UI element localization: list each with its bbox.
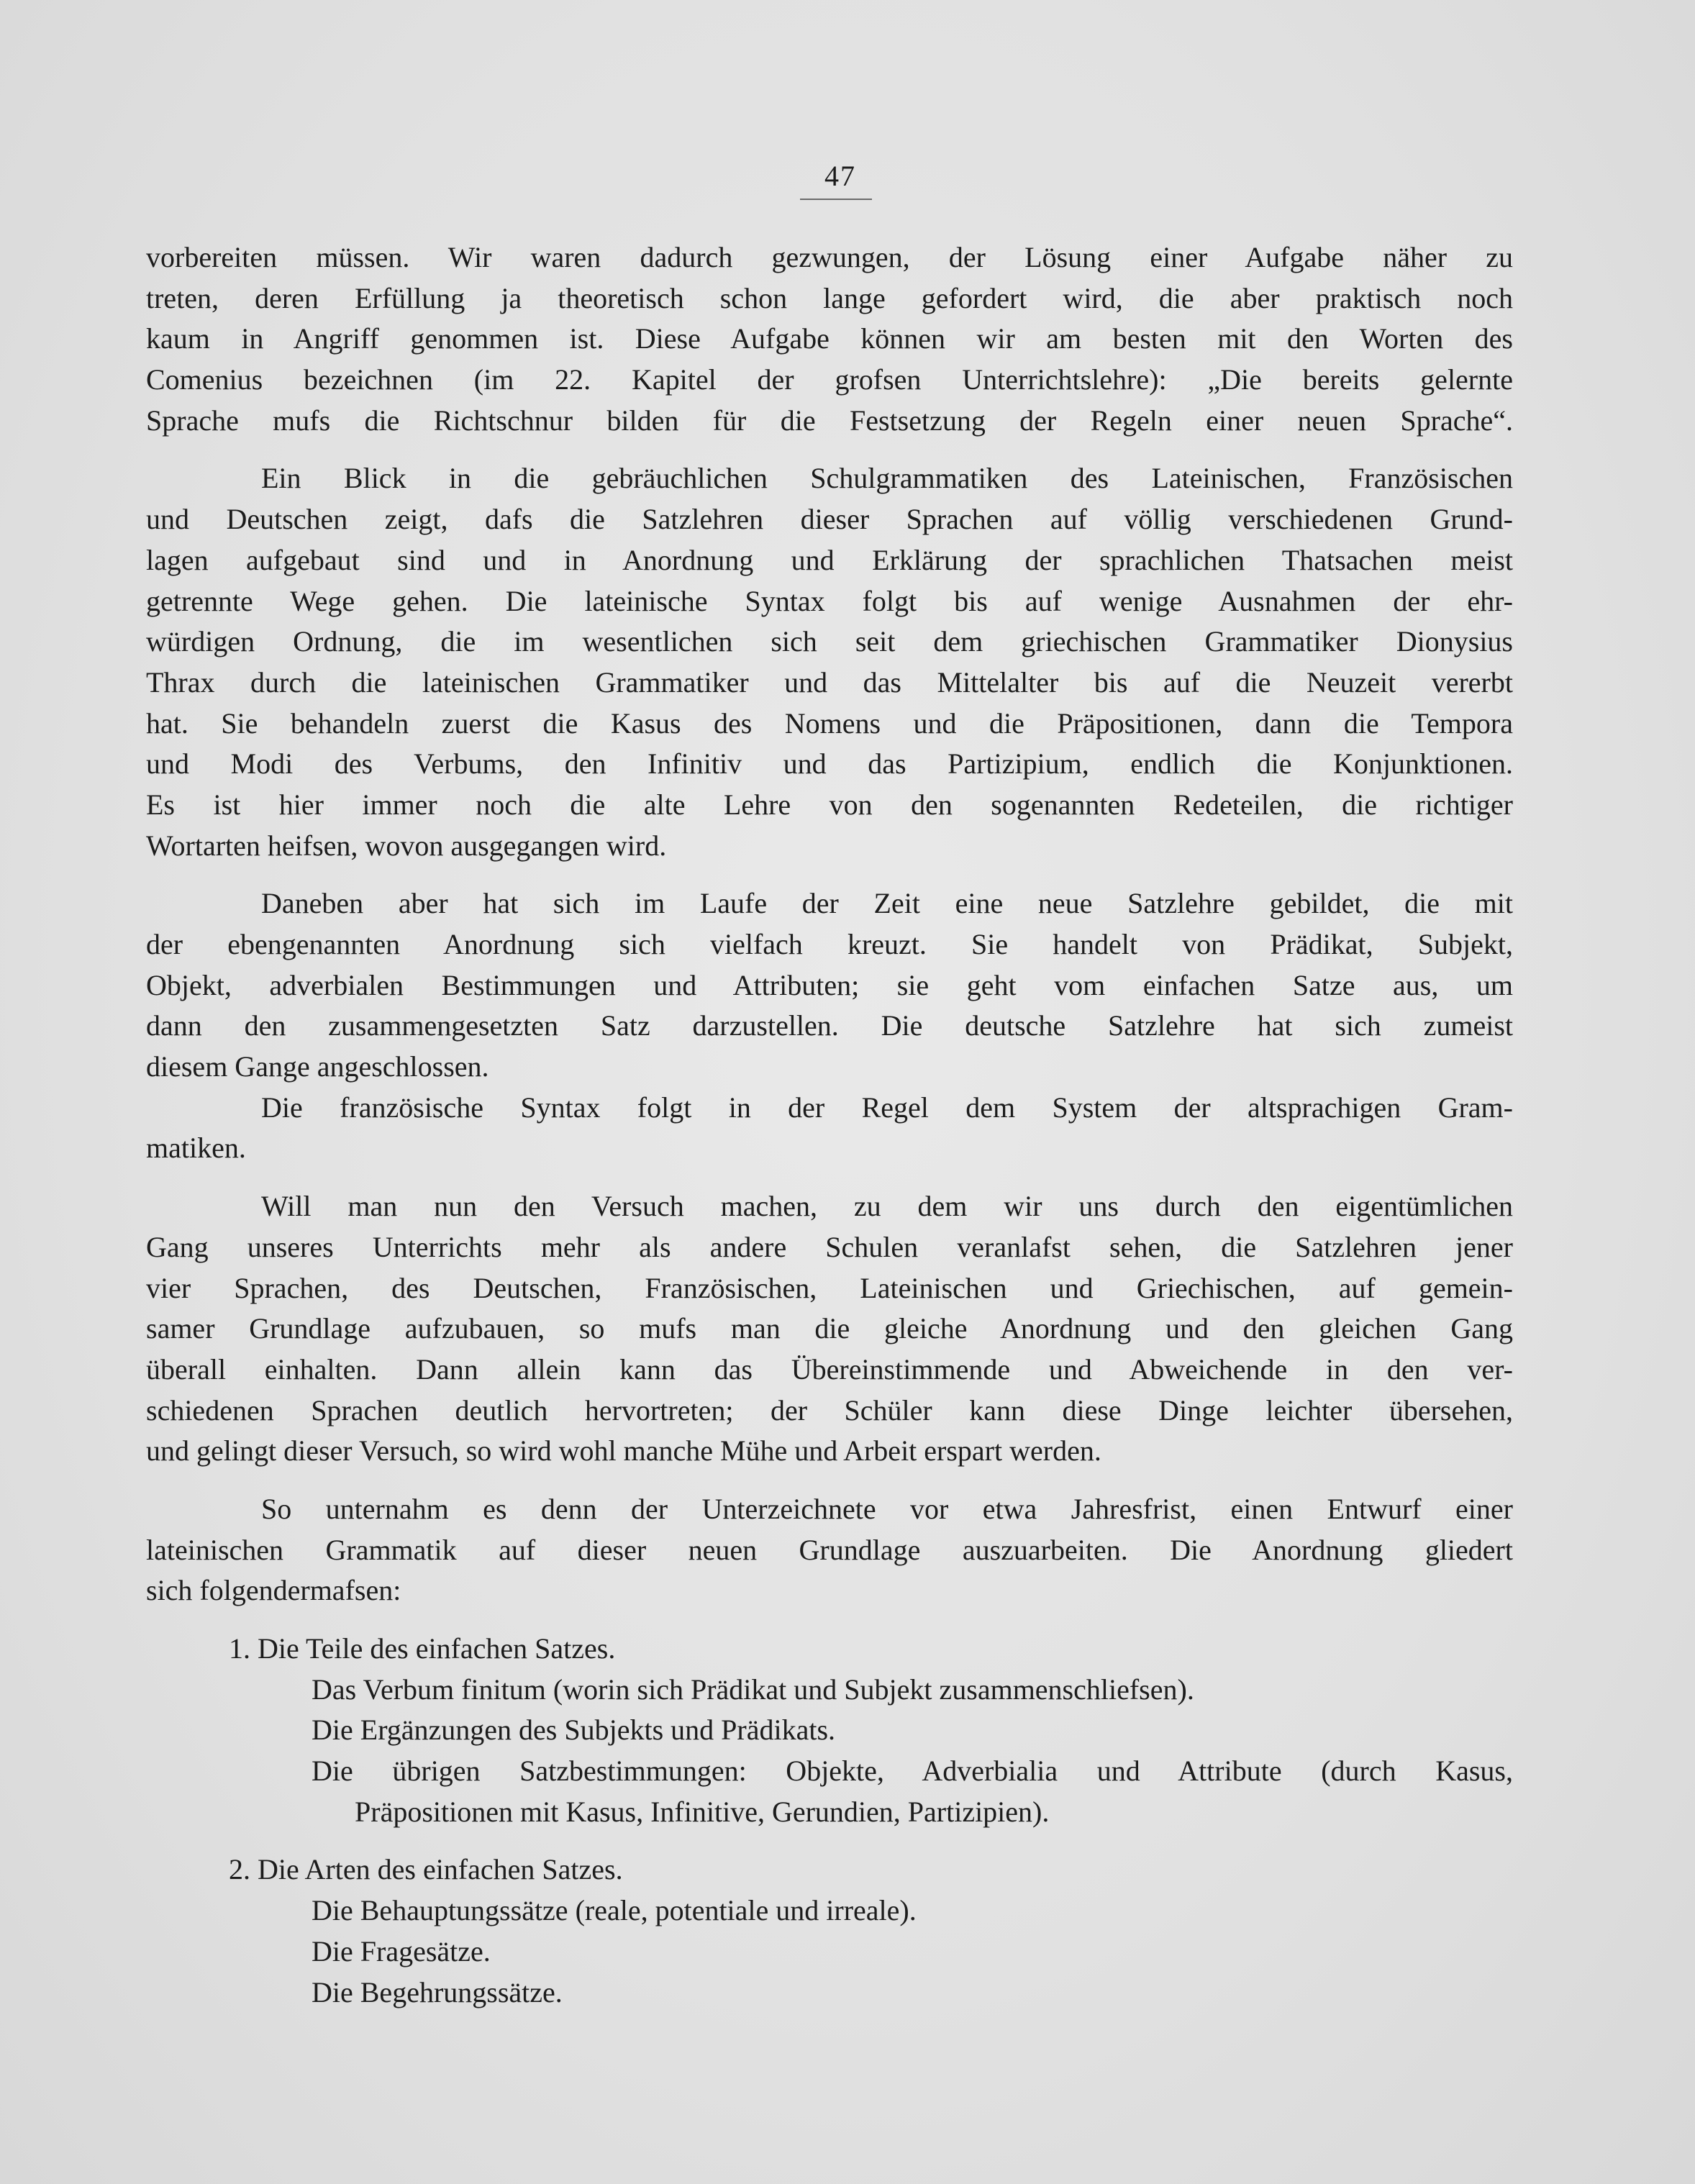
text-line: Comenius bezeichnen (im 22. Kapitel der grofsen Unterrichtslehre): „Die bereits gelernte bbox=[146, 363, 1513, 396]
text-line: überall einhalten. Dann allein kann das Übereinstimmende und Abweichende in den ver- bbox=[146, 1352, 1513, 1386]
text-line: und gelingt dieser Versuch, so wird wohl manche Mühe und Arbeit erspart werden. bbox=[146, 1434, 1101, 1468]
text-line: Die französische Syntax folgt in der Regel dem System der altsprachigen Gram- bbox=[261, 1091, 1513, 1124]
text-line: und Modi des Verbums, den Infinitiv und das Partizipium, endlich die Konjunktionen. bbox=[146, 747, 1513, 781]
text-line: sich folgendermafsen: bbox=[146, 1574, 401, 1607]
outline-section bbox=[146, 1849, 1513, 2013]
text-line: So unternahm es denn der Unterzeichnete vor etwa Jahresfrist, einen Entwurf einer bbox=[261, 1492, 1513, 1525]
outline-item: Die Ergänzungen des Subjekts und Prädikats. bbox=[312, 1714, 836, 1747]
text-line: matiken. bbox=[146, 1132, 246, 1165]
text-line: Es ist hier immer noch die alte Lehre von den sogenannten Redeteilen, die richtiger bbox=[146, 788, 1513, 821]
text-line: treten, deren Erfüllung ja theoretisch schon lange gefordert wird, die aber praktisch noch bbox=[146, 281, 1513, 314]
text-line: würdigen Ordnung, die im wesentlichen sich seit dem griechischen Grammatiker Dionysius bbox=[146, 625, 1513, 658]
paragraph bbox=[146, 1186, 1513, 1472]
outline-heading: 1. Die Teile des einfachen Satzes. bbox=[229, 1632, 616, 1665]
paragraph bbox=[146, 237, 1513, 441]
text-line: getrennte Wege gehen. Die lateinische Syntax folgt bis auf wenige Ausnahmen der ehr- bbox=[146, 584, 1513, 617]
text-line: Sprache mufs die Richtschnur bilden für die Festsetzung der Regeln einer neuen Sprache“. bbox=[146, 404, 1513, 437]
body-text bbox=[146, 237, 1513, 2013]
paragraph bbox=[146, 1088, 1513, 1169]
text-line: Daneben aber hat sich im Laufe der Zeit eine neue Satzlehre gebildet, die mit bbox=[261, 887, 1513, 920]
text-line: Thrax durch die lateinischen Grammatiker und das Mittelalter bis auf die Neuzeit vererbt bbox=[146, 665, 1513, 699]
page-number: 47 bbox=[824, 160, 856, 192]
outline-item: Die Begehrungssätze. bbox=[312, 1975, 563, 2008]
text-line: hat. Sie behandeln zuerst die Kasus des Nomens und die Präpositionen, dann die Tempora bbox=[146, 706, 1513, 740]
text-line: und Deutschen zeigt, dafs die Satzlehren dieser Sprachen auf völlig verschiedenen Grund- bbox=[146, 503, 1513, 536]
outline-item: Die übrigen Satzbestimmungen: Objekte, Adverbialia und Attribute (durch Kasus, bbox=[312, 1755, 1513, 1788]
text-line: diesem Gange angeschlossen. bbox=[146, 1050, 489, 1083]
paragraph bbox=[146, 883, 1513, 1087]
outline-heading: 2. Die Arten des einfachen Satzes. bbox=[229, 1853, 623, 1886]
text-line: lateinischen Grammatik auf dieser neuen Grundlage auszuarbeiten. Die Anordnung gliedert bbox=[146, 1533, 1513, 1566]
text-line: vorbereiten müssen. Wir waren dadurch gezwungen, der Lösung einer Aufgabe näher zu bbox=[146, 241, 1513, 273]
text-line: Objekt, adverbialen Bestimmungen und Attributen; sie geht vom einfachen Satze aus, um bbox=[146, 968, 1513, 1001]
page-number-rule bbox=[800, 199, 872, 200]
text-line: vier Sprachen, des Deutschen, Französischen, Lateinischen und Griechischen, auf gemein- bbox=[146, 1271, 1513, 1304]
outline-section bbox=[146, 1629, 1513, 1832]
outline-item-continuation: Präpositionen mit Kasus, Infinitive, Gerundien, Partizipien). bbox=[355, 1795, 1050, 1828]
text-line: Ein Blick in die gebräuchlichen Schulgrammatiken des Lateinischen, Französischen bbox=[261, 462, 1513, 495]
text-line: Will man nun den Versuch machen, zu dem wir uns durch den eigentümlichen bbox=[261, 1190, 1513, 1223]
text-line: schiedenen Sprachen deutlich hervortreten; der Schüler kann diese Dinge leichter übersehen, bbox=[146, 1393, 1513, 1427]
paragraph bbox=[146, 458, 1513, 866]
outline-item: Das Verbum finitum (worin sich Prädikat und Subjekt zusammenschliefsen). bbox=[312, 1673, 1194, 1706]
outline-item: Die Behauptungssätze (reale, potentiale und irreale). bbox=[312, 1894, 917, 1927]
paragraph bbox=[146, 1489, 1513, 1611]
text-line: kaum in Angriff genommen ist. Diese Aufgabe können wir am besten mit den Worten des bbox=[146, 322, 1513, 355]
text-line: Wortarten heifsen, wovon ausgegangen wird. bbox=[146, 829, 667, 862]
text-line: samer Grundlage aufzubauen, so mufs man die gleiche Anordnung und den gleichen Gang bbox=[146, 1312, 1513, 1345]
text-line: der ebengenannten Anordnung sich vielfach kreuzt. Sie handelt von Prädikat, Subjekt, bbox=[146, 928, 1513, 960]
text-line: lagen aufgebaut sind und in Anordnung und Erklärung der sprachlichen Thatsachen meist bbox=[146, 543, 1513, 576]
text-line: Gang unseres Unterrichts mehr als andere Schulen veranlafst sehen, die Satzlehren jener bbox=[146, 1230, 1513, 1263]
text-line: dann den zusammengesetzten Satz darzustellen. Die deutsche Satzlehre hat sich zumeist bbox=[146, 1009, 1513, 1042]
outline-item: Die Fragesätze. bbox=[312, 1934, 491, 1967]
